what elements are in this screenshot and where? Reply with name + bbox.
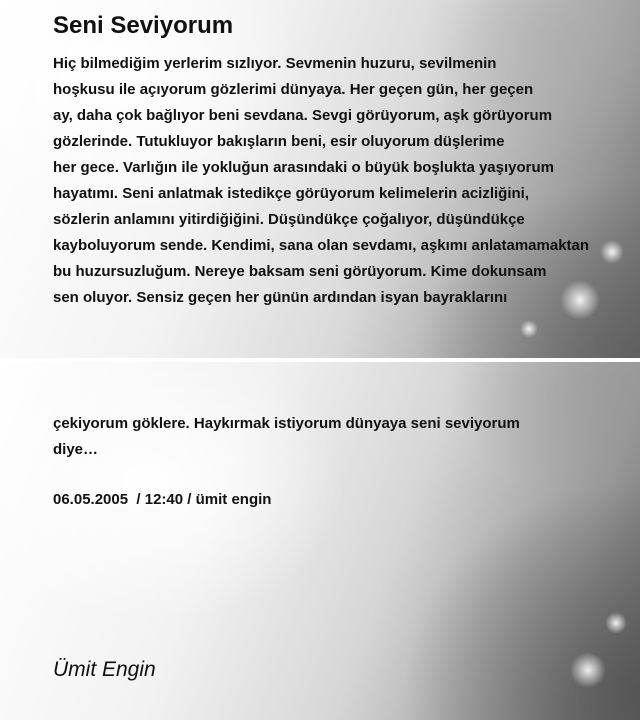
poem-line: sözlerin anlamını yitirdiğiğini. Düşündükçe çoğalıyor, düşündükçe (53, 211, 525, 228)
poem-line: bu huzursuzluğum. Nereye baksam seni görüyorum. Kime dokunsam (53, 263, 547, 280)
author-name: Ümit Engin (53, 658, 156, 681)
poem-line: hayatımı. Seni anlatmak istedikçe görüyorum kelimelerin acizliğini, (53, 185, 530, 202)
poem-line: hoşkusu ile açıyorum gözlerimi dünyaya. Her geçen gün, her geçen (53, 81, 534, 98)
poem-body-bottom (53, 411, 520, 463)
poem-title: Seni Seviyorum (53, 12, 234, 39)
poem-line: kayboluyorum sende. Kendimi, sana olan sevdamı, aşkımı anlatamamaktan (53, 237, 590, 254)
bokeh-light (600, 240, 624, 264)
poem-line: ay, daha çok bağlıyor beni sevdana. Sevgi görüyorum, aşk görüyorum (53, 107, 553, 124)
poem-line: çekiyorum göklere. Haykırmak istiyorum dünyaya seni seviyorum (53, 415, 520, 432)
bokeh-light (520, 320, 538, 338)
page-panel-bottom (0, 362, 640, 720)
poem-line: gözlerinde. Tutukluyor bakışların beni, esir oluyorum düşlerime (53, 133, 505, 150)
date-time-signature: 06.05.2005 / 12:40 / ümit engin (53, 491, 272, 508)
poem-line: Hiç bilmediğim yerlerim sızlıyor. Sevmenin huzuru, sevilmenin (53, 55, 497, 72)
poem-body-top (53, 51, 589, 311)
poem-line: sen oluyor. Sensiz geçen her günün ardından isyan bayraklarını (53, 289, 508, 306)
bokeh-light (605, 612, 627, 634)
poem-line: her gece. Varlığın ile yokluğun arasındaki o büyük boşlukta yaşıyorum (53, 159, 554, 176)
page-panel-top (0, 0, 640, 358)
poem-line: diye… (53, 441, 99, 458)
bokeh-light (570, 652, 606, 688)
